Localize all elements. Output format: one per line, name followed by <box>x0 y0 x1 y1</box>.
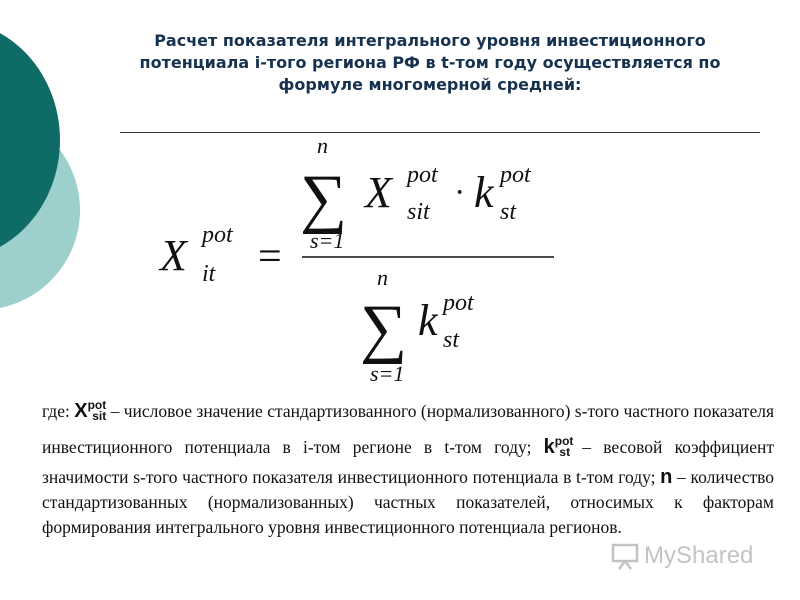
numerator-x-subscript: sit <box>407 199 430 225</box>
numerator-k-subscript: st <box>500 199 517 225</box>
var-n-definition: – количество стандартизованных (нормализованных) частных показателей, относимых к факторам формирования интегрального уровня инвестиционного потенциала регионов. <box>42 467 774 537</box>
var-k-subscript: st <box>559 445 571 459</box>
title-divider <box>120 132 760 133</box>
definitions-intro: где: <box>42 401 75 421</box>
var-x-definition: – числовое значение стандартизованного (нормализованного) s-того частного показателя инвестиционного потенциала в i-том регионе в t-том году; <box>42 401 774 457</box>
numerator-sum-symbol: ∑ <box>300 162 348 235</box>
var-k-definition: – весовой коэффициент значимости s-того частного показателя инвестиционного потенциала в t-том году; <box>42 437 774 487</box>
var-k-superscript: pot <box>554 434 574 448</box>
denominator-k-subscript: st <box>443 327 460 353</box>
denominator-k-superscript: pot <box>443 290 474 316</box>
numerator-k: k <box>474 168 494 217</box>
numerator-x-superscript: pot <box>407 162 438 188</box>
denominator-k: k <box>418 296 438 345</box>
var-x-subscript: sit <box>92 409 107 423</box>
slide-title: Расчет показателя интегрального уровня инвестиционного потенциала i-того региона РФ в t-том году осуществляется по формуле многомерной средней: <box>139 31 721 94</box>
multiplication-dot: · <box>454 174 466 211</box>
lhs-superscript: pot <box>202 222 233 248</box>
denominator-sum-lower: s=1 <box>370 361 405 386</box>
formula-denominator <box>360 265 475 386</box>
numerator-k-superscript: pot <box>500 162 531 188</box>
equals-sign: = <box>258 234 282 280</box>
watermark <box>610 540 770 572</box>
numerator-x: X <box>365 168 392 217</box>
watermark-text: MyShared <box>644 542 754 569</box>
presentation-board-icon <box>610 541 640 571</box>
definitions-paragraph <box>42 393 774 540</box>
numerator-sum-lower: s=1 <box>310 228 345 253</box>
var-n: n <box>660 466 673 488</box>
denominator-sum-upper: n <box>377 265 388 290</box>
formula-numerator <box>300 135 532 253</box>
numerator-sum-upper: n <box>317 135 328 158</box>
lhs-subscript: it <box>202 261 216 287</box>
formula <box>150 135 610 390</box>
denominator-sum-symbol: ∑ <box>360 292 408 365</box>
var-x: X <box>74 400 88 422</box>
formula-lhs <box>158 222 282 287</box>
var-x-superscript: pot <box>87 398 107 412</box>
lhs-symbol: X <box>160 231 187 280</box>
formula-svg <box>150 135 610 390</box>
var-k: k <box>543 436 555 458</box>
